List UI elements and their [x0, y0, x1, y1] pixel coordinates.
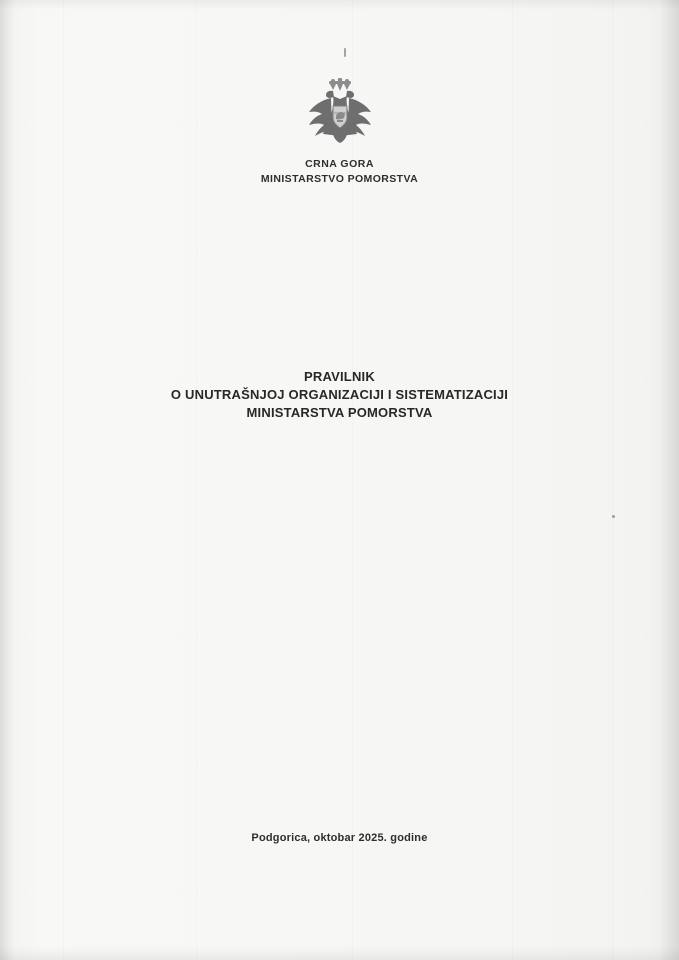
scan-artifact-band — [612, 0, 613, 960]
page-edge-shading-top — [0, 0, 679, 10]
scan-artifact-band — [63, 0, 64, 960]
scan-artifact-band — [196, 0, 197, 960]
country-name: CRNA GORA — [305, 158, 374, 170]
title-line-3: MINISTARSTVA POMORSTVA — [246, 405, 433, 420]
document-footer — [0, 832, 679, 844]
title-line-1: PRAVILNIK — [304, 369, 375, 384]
scan-artifact-band — [352, 0, 353, 960]
montenegro-coat-of-arms-icon — [0, 78, 679, 144]
page-edge-shading-left — [0, 0, 16, 960]
place-and-date: Podgorica, oktobar 2025. godine — [251, 832, 428, 844]
title-line-2: O UNUTRAŠNJOJ ORGANIZACIJI I SISTEMATIZACIJI — [170, 387, 509, 402]
document-header — [0, 157, 679, 187]
page-edge-shading-right — [659, 0, 679, 960]
document-title — [0, 368, 679, 422]
scan-speck — [612, 515, 615, 518]
ministry-name: MINISTARSTVO POMORSTVA — [260, 173, 419, 185]
page-edge-shading-bottom — [0, 946, 679, 960]
scan-speck — [344, 48, 346, 57]
scan-artifact-band — [512, 0, 513, 960]
